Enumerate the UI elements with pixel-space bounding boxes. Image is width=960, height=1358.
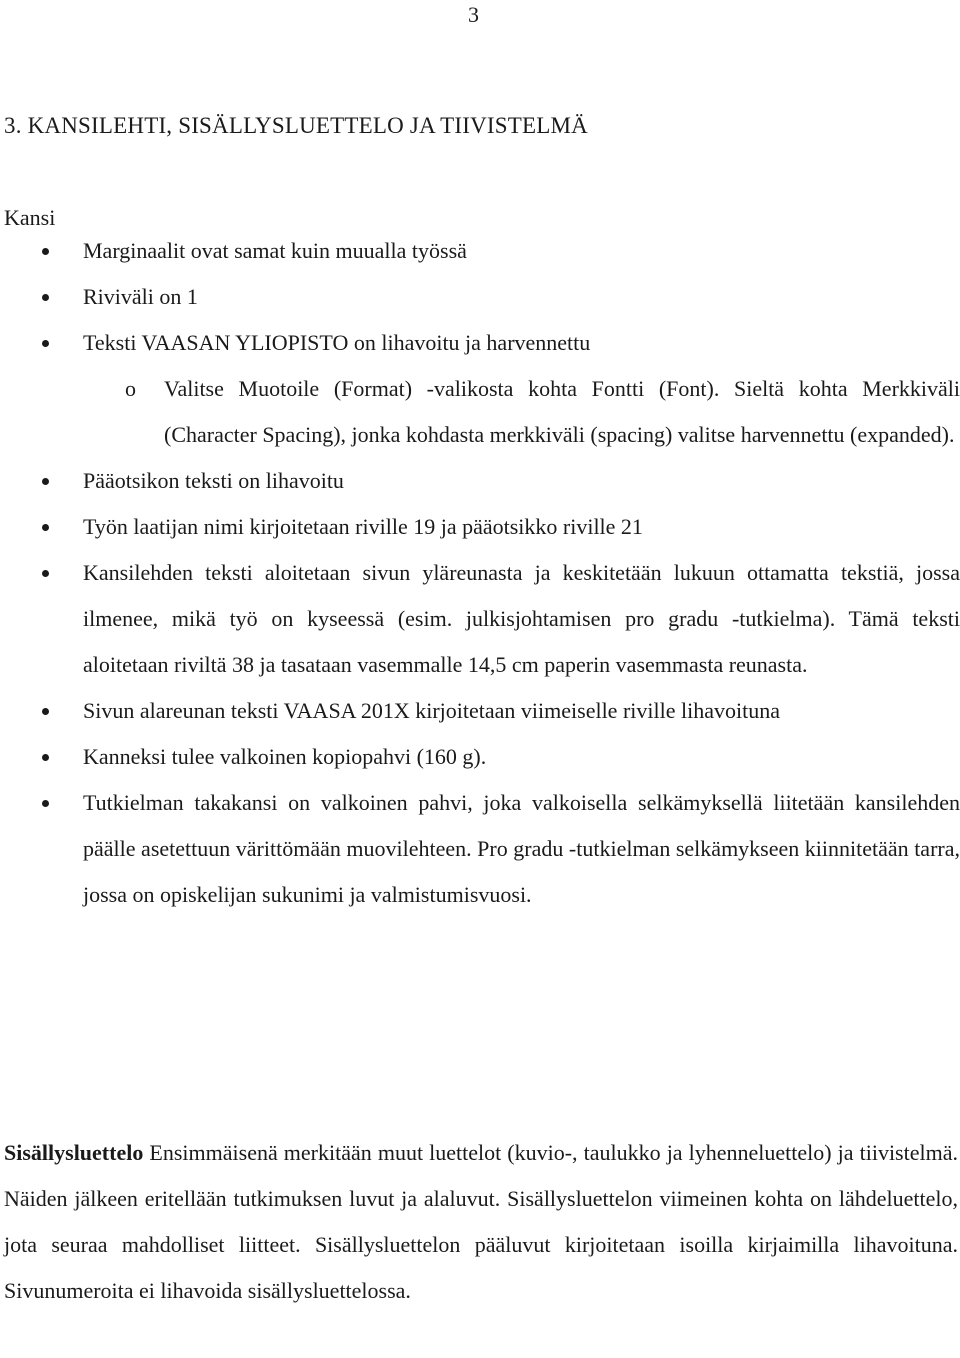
bullet-icon [42,294,49,301]
section-label-kansi: Kansi [4,205,56,230]
list-item-text: Marginaalit ovat samat kuin muualla työssä [83,238,467,263]
sub-list [83,366,960,458]
sisallysluettelo-label: Sisällysluettelo [4,1140,144,1165]
list-item [0,780,960,918]
list-item [0,274,960,320]
list-item [0,550,960,688]
list-item-text: Sivun alareunan teksti VAASA 201X kirjoitetaan viimeiselle riville lihavoituna [83,698,780,723]
kansi-bullet-list [0,228,960,918]
sisallysluettelo-paragraph [4,1130,958,1314]
bullet-icon [42,248,49,255]
list-item-text: Työn laatijan nimi kirjoitetaan riville 19 ja pääotsikko riville 21 [83,514,643,539]
list-item-text: Pääotsikon teksti on lihavoitu [83,468,344,493]
bullet-icon [42,478,49,485]
page-number: 3 [468,2,479,27]
bullet-icon [42,340,49,347]
list-item [0,504,960,550]
bullet-icon [42,708,49,715]
list-item [0,228,960,274]
list-item-text: Kansilehden teksti aloitetaan sivun yläreunasta ja keskitetään lukuun ottamatta tekstiä, jossa ilmenee, mikä työ on kyseessä (esim. julkisjohtamisen pro gradu -tutkielma). Tämä teksti aloitetaan riviltä 38 ja tasataan vasemmalle 14,5 cm paperin vasemmasta reunasta. [83,560,960,677]
list-item-text: Riviväli on 1 [83,284,198,309]
sub-list-item [83,366,960,458]
sub-list-item-text: Valitse Muotoile (Format) -valikosta kohta Fontti (Font). Sieltä kohta Merkkiväli (Character Spacing), jonka kohdasta merkkiväli (spacing) valitse harvennettu (expanded). [164,376,960,447]
list-item [0,320,960,458]
bullet-icon [42,570,49,577]
chapter-heading: 3. KANSILEHTI, SISÄLLYSLUETTELO JA TIIVISTELMÄ [4,113,588,138]
bullet-icon [42,800,49,807]
bullet-icon [42,754,49,761]
list-item [0,688,960,734]
list-item-text: Teksti VAASAN YLIOPISTO on lihavoitu ja harvennettu [83,330,591,355]
sisallysluettelo-text: Ensimmäisenä merkitään muut luettelot (kuvio-, taulukko ja lyhenneluettelo) ja tiivistelmä. Näiden jälkeen eritellään tutkimuksen luvut ja alaluvut. Sisällysluettelon viimeinen kohta on lähdeluettelo, jota seuraa mahdolliset liitteet. Sisällysluettelon pääluvut kirjoitetaan isoilla kirjaimilla lihavoituna. Sivunumeroita ei lihavoida sisällysluettelossa. [4,1140,958,1303]
bullet-icon [42,524,49,531]
list-item [0,458,960,504]
list-item-text: Tutkielman takakansi on valkoinen pahvi, joka valkoisella selkämyksellä liitetään kansilehden päälle asetettuun värittömään muovilehteen. Pro gradu -tutkielman selkämykseen kiinnitetään tarra, jossa on opiskelijan sukunimi ja valmistumisvuosi. [83,790,960,907]
list-item [0,734,960,780]
sub-bullet-marker: o [125,376,136,401]
list-item-text: Kanneksi tulee valkoinen kopiopahvi (160 g). [83,744,487,769]
